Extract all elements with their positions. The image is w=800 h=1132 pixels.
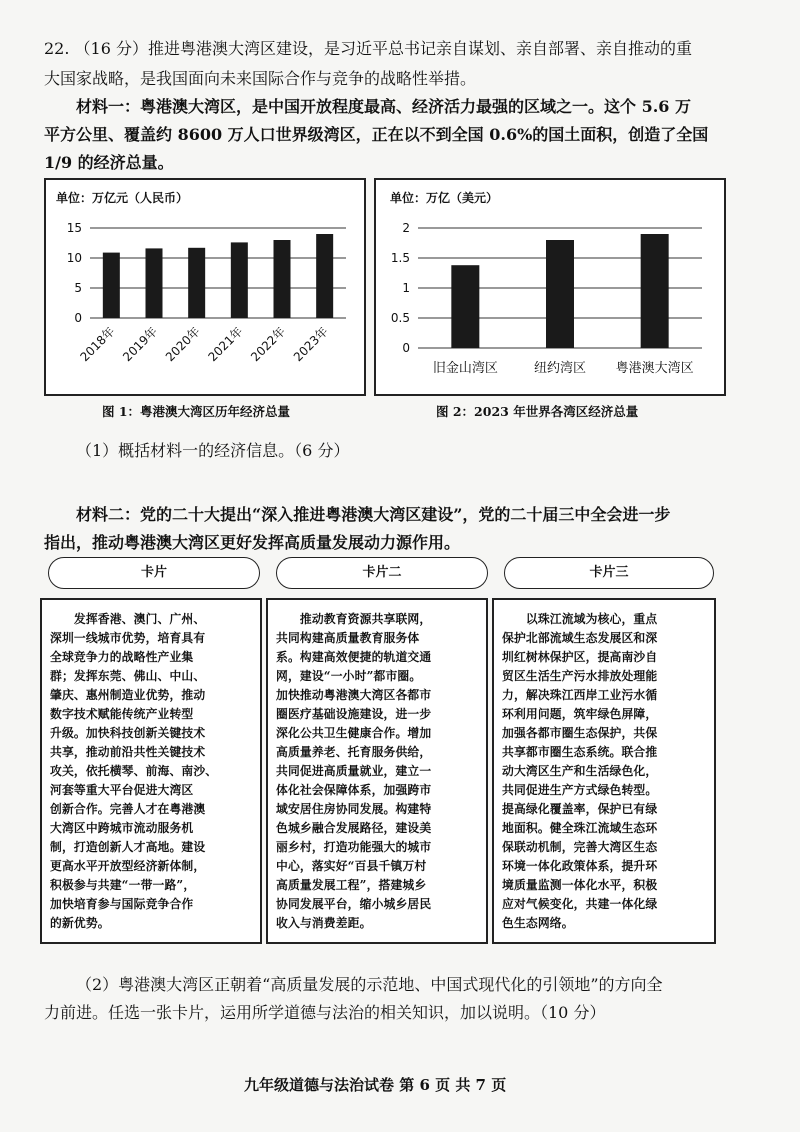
chart1-ytick-label: 15: [66, 221, 82, 235]
chart1-svg: [46, 180, 364, 394]
card1-line: 攻关，依托横琴、前海、南沙、: [50, 764, 218, 778]
card3-line: 以珠江流域为核心，重点: [502, 612, 658, 626]
card2-line: 体化社会保障体系，加强跨市: [276, 783, 432, 797]
material2-line2: 指出，推动粤港澳大湾区更好发挥高质量发展动力源作用。: [44, 533, 461, 552]
card1-line: 发挥香港、澳门、广州、: [50, 612, 206, 626]
card2-line: 中心，落实好“百县千镇万村: [276, 859, 427, 873]
card3-body: [492, 598, 716, 944]
chart1-xtick-label: 2023年: [290, 324, 331, 365]
card1-line: 大湾区中跨城市流动服务机: [50, 821, 194, 835]
chart2-xtick-label: 旧金山湾区: [432, 361, 498, 376]
sub-question-1: （1）概括材料一的经济信息。（6 分）: [76, 441, 350, 460]
card3-line: 境质量监测一体化水平，积极: [502, 878, 658, 892]
card1-line: 肇庆、惠州制造业优势，推动: [50, 688, 206, 702]
card3-line: 贸区生活生产污水排放处理能: [502, 669, 658, 683]
chart1-xtick-label: 2022年: [248, 324, 289, 365]
card3-line: 色生态网络。: [502, 916, 574, 930]
chart2-ytick-label: 1: [402, 281, 410, 295]
chart2-unit-label: 单位：万亿（美元）: [390, 191, 499, 205]
card2-line: 共同构建高质量教育服务体: [276, 631, 420, 645]
card1-line: 共享，推动前沿共性关键技术: [50, 745, 206, 759]
card2-line: 高质量养老、托育服务供给，: [276, 745, 432, 759]
card2-line: 丽乡村，打造功能强大的城市: [276, 840, 432, 854]
card1-line: 的新优势。: [50, 916, 110, 930]
chart1-bar: [274, 240, 291, 318]
card3-line: 圳红树林保护区，提高南沙自: [502, 650, 658, 664]
chart1-xtick-label: 2018年: [77, 324, 118, 365]
card2-line: 色城乡融合发展路径，建设美: [276, 821, 432, 835]
chart2-frame: [374, 178, 726, 396]
chart1-unit-label: 单位：万亿元（人民币）: [56, 191, 189, 205]
chart1-xtick-label: 2021年: [205, 324, 246, 365]
card1-line: 群；发挥东莞、佛山、中山、: [50, 669, 206, 683]
card1-line: 制，打造创新人才高地。建设: [50, 840, 206, 854]
card2-line: 圈医疗基础设施建设，进一步: [276, 707, 432, 721]
chart2-ytick-label: 2: [402, 221, 410, 235]
card2-line: 高质量发展工程”，搭建城乡: [276, 878, 427, 892]
card3-line: 保联动机制，完善大湾区生态: [502, 840, 658, 854]
card2-body: [266, 598, 488, 944]
card1-line: 加快培育参与国际竞争合作: [50, 897, 194, 911]
question-intro-line1: 22. （16 分）推进粤港澳大湾区建设，是习近平总书记亲自谋划、亲自部署、亲自推动的重: [44, 39, 692, 58]
material1-line3: 1/9 的经济总量。: [44, 153, 174, 172]
card3-line: 共享都市圈生态系统。联合推: [502, 745, 658, 759]
chart2-ytick-label: 0: [402, 341, 410, 355]
chart2-xtick-label: 纽约湾区: [533, 361, 587, 376]
card1-line: 升级。加快科技创新关键技术: [50, 726, 206, 740]
chart2-svg: [376, 180, 724, 394]
card3-line: 提高绿化覆盖率，保护已有绿: [502, 802, 658, 816]
card2-line: 共同促进高质量就业，建立一: [276, 764, 432, 778]
card2-line: 加快推动粤港澳大湾区各都市: [276, 688, 432, 702]
chart2-ytick-label: 0.5: [390, 311, 410, 325]
card1-body: [40, 598, 262, 944]
card3-line: 共同促进生产方式绿色转型。: [502, 783, 658, 797]
card2-line: 协同发展平台，缩小城乡居民: [276, 897, 432, 911]
card3-line: 应对气候变化，共建一体化绿: [502, 897, 658, 911]
chart1-xtick-label: 2020年: [162, 324, 203, 365]
sub-question-2-line1: （2）粤港澳大湾区正朝着“高质量发展的示范地、中国式现代化的引领地”的方向全: [76, 975, 663, 994]
card1-line: 更高水平开放型经济新体制，: [50, 859, 206, 873]
chart1-frame: [44, 178, 366, 396]
sub-question-2-line2: 力前进。任选一张卡片，运用所学道德与法治的相关知识，加以说明。（10 分）: [44, 1003, 606, 1022]
card2-line: 系。构建高效便捷的轨道交通: [276, 650, 432, 664]
chart2-ytick-label: 1.5: [390, 251, 410, 265]
chart1-ytick-label: 10: [66, 251, 82, 265]
card3-line: 环利用问题，筑牢绿色屏障，: [502, 707, 658, 721]
material2-line1: 材料二：党的二十大提出“深入推进粤港澳大湾区建设”，党的二十届三中全会进一步: [76, 505, 671, 524]
material1-line1: 材料一：粤港澳大湾区，是中国开放程度最高、经济活力最强的区域之一。这个 5.6 万: [76, 97, 691, 116]
chart1-xtick-label: 2019年: [120, 324, 161, 365]
card1-line: 深圳一线城市优势，培育具有: [50, 631, 206, 645]
card1-line: 全球竞争力的战略性产业集: [50, 650, 194, 664]
card3-title: 卡片三: [504, 557, 714, 589]
card2-line: 域安居住房协同发展。构建特: [276, 802, 432, 816]
card3-line: 保护北部流域生态发展区和深: [502, 631, 658, 645]
chart1-bar: [146, 248, 163, 318]
chart1-bar: [231, 242, 248, 318]
card3-line: 力，解决珠江西岸工业污水循: [502, 688, 658, 702]
chart1-ytick-label: 0: [74, 311, 82, 325]
chart2-bar: [546, 240, 574, 348]
card2-line: 推动教育资源共享联网，: [276, 612, 432, 626]
chart2-caption: 图 2：2023 年世界各湾区经济总量: [436, 404, 639, 419]
card2-line: 收入与消费差距。: [276, 916, 372, 930]
chart1-ytick-label: 5: [74, 281, 82, 295]
card2-title: 卡片二: [276, 557, 488, 589]
card3-line: 动大湾区生产和生活绿色化，: [502, 764, 658, 778]
card1-line: 数字技术赋能传统产业转型: [50, 707, 194, 721]
card1-title: 卡片: [48, 557, 260, 589]
card2-line: 网，建设“一小时”都市圈。: [276, 669, 422, 683]
card1-line: 河套等重大平台促进大湾区: [50, 783, 194, 797]
chart2-bar: [451, 265, 479, 348]
question-intro-line2: 大国家战略，是我国面向未来国际合作与竞争的战略性举措。: [44, 69, 477, 88]
chart1-bar: [188, 248, 205, 318]
card3-line: 地面积。健全珠江流域生态环: [502, 821, 658, 835]
material1-line2: 平方公里、覆盖约 8600 万人口世界级湾区，正在以不到全国 0.6%的国土面积，创造了全国: [44, 125, 709, 144]
page-footer: 九年级道德与法治试卷 第 6 页 共 7 页: [244, 1076, 507, 1094]
chart1-bar: [103, 253, 120, 318]
card3-line: 加强各都市圈生态保护，共保: [502, 726, 658, 740]
chart1-bar: [316, 234, 333, 318]
chart2-bar: [641, 234, 669, 348]
chart2-xtick-label: 粤港澳大湾区: [615, 361, 694, 376]
chart1-caption: 图 1：粤港澳大湾区历年经济总量: [102, 404, 291, 419]
card2-line: 深化公共卫生健康合作。增加: [276, 726, 432, 740]
card1-line: 积极参与共建“一带一路”，: [50, 878, 196, 892]
card1-line: 创新合作。完善人才在粤港澳: [50, 802, 206, 816]
card3-line: 环境一体化政策体系，提升环: [502, 859, 658, 873]
